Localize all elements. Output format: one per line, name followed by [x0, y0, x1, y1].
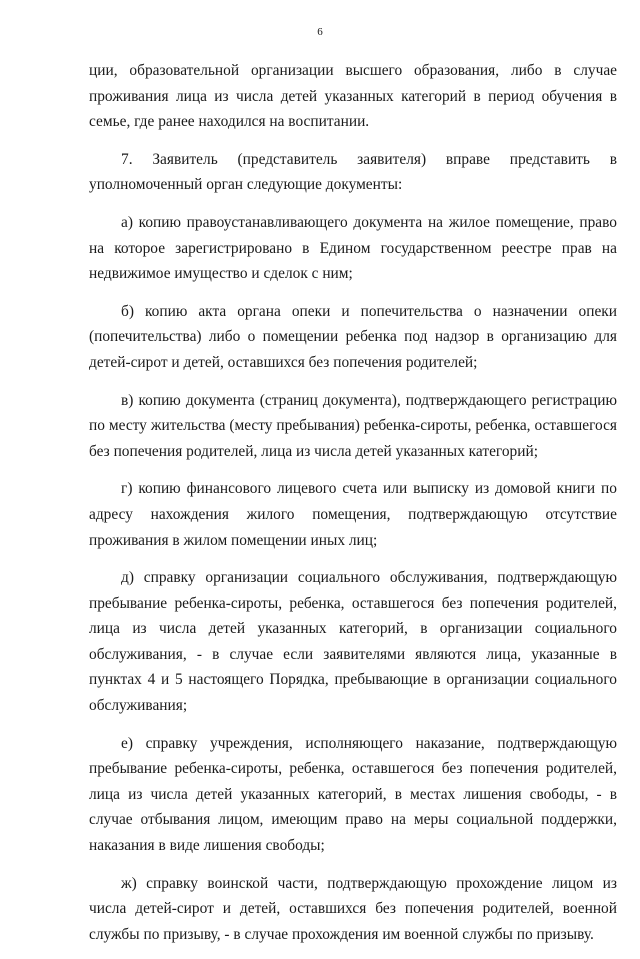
paragraph-subitem-e: е) справку учреждения, исполняющего наказание, подтверждающую пребывание ребенка-сироты, ребенка, оставшегося без попечения родителей, лица из числа детей указанных категорий, в местах лишения свободы, - в случае отбывания лицом, имеющим право на меры социальной поддержки, наказания в виде лишения свободы;: [89, 734, 617, 855]
paragraph-subitem-a: а) копию правоустанавливающего документа на жилое помещение, право на которое зарегистрировано в Едином государственном реестре прав на недвижимое имущество и сделок с ним;: [89, 213, 617, 283]
paragraph-subitem-v: в) копию документа (страниц документа), подтверждающего регистрацию по месту жительства (месту пребывания) ребенка-сироты, ребенка, оставшегося без попечения родителей, лица из числа детей указанных категорий;: [89, 391, 617, 460]
paragraph-continuation: ции, образовательной организации высшего образования, либо в случае проживания лица из числа детей указанных категорий в период обучения в семье, где ранее находился на воспитании.: [89, 62, 617, 131]
paragraph-subitem-g: г) копию финансового лицевого счета или выписку из домовой книги по адресу нахождения жилого помещения, подтверждающую отсутствие проживания в жилом помещении иных лиц;: [89, 480, 617, 549]
document-body: [89, 58, 617, 959]
paragraph-subitem-zh: ж) справку воинской части, подтверждающую прохождение лицом из числа детей-сирот и детей, оставшихся без попечения родителей, военной службы по призыву, - в случае прохождения им военной службы по призыву.: [89, 874, 617, 943]
page-number: 6: [317, 26, 323, 38]
paragraph-subitem-b: б) копию акта органа опеки и попечительства о назначении опеки (попечительства) либо о помещении ребенка под надзор в организацию для детей-сирот и детей, оставшихся без попечения родителей;: [89, 302, 617, 371]
paragraph-subitem-d: д) справку организации социального обслуживания, подтверждающую пребывание ребенка-сироты, ребенка, оставшегося без попечения родителей, лица из числа детей указанных категорий, в организации социального обслуживания, - в случае если заявителями являются лица, указанные в пунктах 4 и 5 настоящего Порядка, пребывающие в организации социального обслуживания;: [89, 569, 617, 715]
paragraph-item-7: 7. Заявитель (представитель заявителя) вправе представить в уполномоченный орган следующие документы:: [89, 150, 617, 194]
